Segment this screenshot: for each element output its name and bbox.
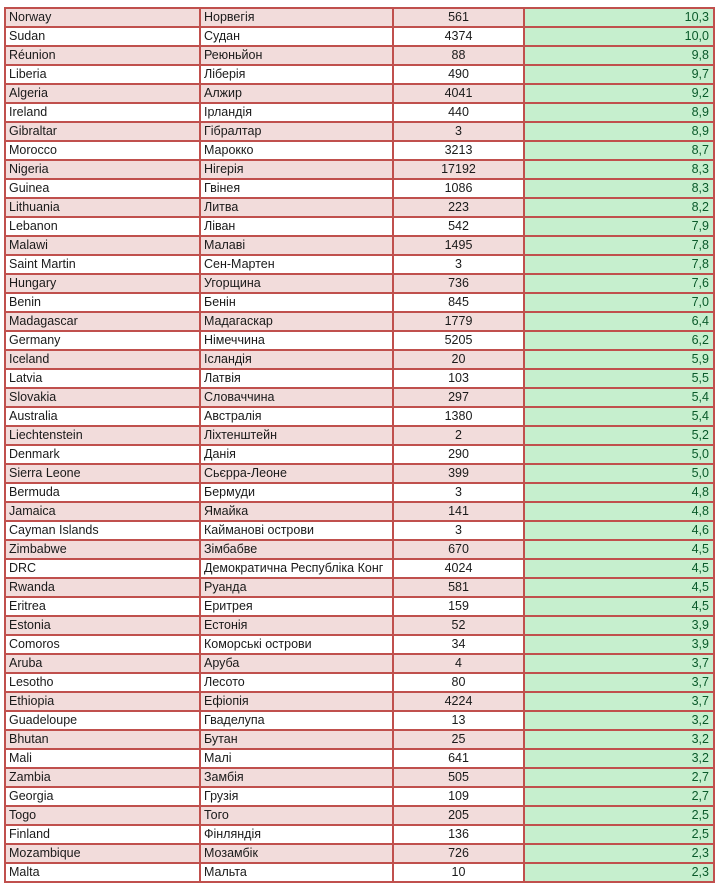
table-row bbox=[5, 768, 714, 787]
country-uk-cell[interactable]: Руанда bbox=[200, 578, 393, 597]
value-cell[interactable]: 4,5 bbox=[524, 578, 714, 597]
table-row bbox=[5, 787, 714, 806]
country-uk-cell[interactable]: Фінляндія bbox=[200, 825, 393, 844]
country-uk-cell[interactable]: Бутан bbox=[200, 730, 393, 749]
country-uk-cell[interactable]: Замбія bbox=[200, 768, 393, 787]
value-cell[interactable]: 4,5 bbox=[524, 559, 714, 578]
value-cell[interactable]: 4,8 bbox=[524, 502, 714, 521]
country-en-cell[interactable]: Togo bbox=[5, 806, 200, 825]
table-row bbox=[5, 274, 714, 293]
country-en-cell[interactable]: Germany bbox=[5, 331, 200, 350]
country-en-cell[interactable]: Ireland bbox=[5, 103, 200, 122]
country-en-cell[interactable]: Bermuda bbox=[5, 483, 200, 502]
count-cell[interactable]: 4 bbox=[393, 654, 524, 673]
table-row bbox=[5, 198, 714, 217]
count-cell[interactable]: 141 bbox=[393, 502, 524, 521]
count-cell[interactable]: 641 bbox=[393, 749, 524, 768]
count-cell[interactable]: 5205 bbox=[393, 331, 524, 350]
count-cell[interactable]: 136 bbox=[393, 825, 524, 844]
table-row bbox=[5, 711, 714, 730]
country-en-cell[interactable]: Liberia bbox=[5, 65, 200, 84]
value-cell[interactable]: 2,3 bbox=[524, 863, 714, 882]
country-uk-cell[interactable]: Німеччина bbox=[200, 331, 393, 350]
table-row bbox=[5, 863, 714, 882]
country-uk-cell[interactable]: Мозамбік bbox=[200, 844, 393, 863]
count-cell[interactable]: 4041 bbox=[393, 84, 524, 103]
country-uk-cell[interactable]: Мальта bbox=[200, 863, 393, 882]
value-cell[interactable]: 6,4 bbox=[524, 312, 714, 331]
value-cell[interactable]: 5,9 bbox=[524, 350, 714, 369]
country-uk-cell[interactable]: Аруба bbox=[200, 654, 393, 673]
value-cell[interactable]: 5,2 bbox=[524, 426, 714, 445]
country-en-cell[interactable]: Morocco bbox=[5, 141, 200, 160]
country-en-cell[interactable]: Malta bbox=[5, 863, 200, 882]
count-cell[interactable]: 80 bbox=[393, 673, 524, 692]
table-body bbox=[5, 8, 714, 882]
table-row bbox=[5, 521, 714, 540]
country-en-cell[interactable]: Latvia bbox=[5, 369, 200, 388]
count-cell[interactable]: 3 bbox=[393, 122, 524, 141]
country-uk-cell[interactable]: Нігерія bbox=[200, 160, 393, 179]
value-cell[interactable]: 7,0 bbox=[524, 293, 714, 312]
country-uk-cell[interactable]: Ліхтенштейн bbox=[200, 426, 393, 445]
country-uk-cell[interactable]: Ірландія bbox=[200, 103, 393, 122]
table-row bbox=[5, 673, 714, 692]
country-en-cell[interactable]: Malawi bbox=[5, 236, 200, 255]
count-cell[interactable]: 205 bbox=[393, 806, 524, 825]
value-cell[interactable]: 3,7 bbox=[524, 654, 714, 673]
country-uk-cell[interactable]: Гвінея bbox=[200, 179, 393, 198]
table-row bbox=[5, 597, 714, 616]
country-uk-cell[interactable]: Ямайка bbox=[200, 502, 393, 521]
value-cell[interactable]: 6,2 bbox=[524, 331, 714, 350]
data-table bbox=[4, 7, 715, 883]
value-cell[interactable]: 7,8 bbox=[524, 255, 714, 274]
country-uk-cell[interactable]: Алжир bbox=[200, 84, 393, 103]
country-uk-cell[interactable]: Того bbox=[200, 806, 393, 825]
country-en-cell[interactable]: Georgia bbox=[5, 787, 200, 806]
country-en-cell[interactable]: Réunion bbox=[5, 46, 200, 65]
value-cell[interactable]: 9,2 bbox=[524, 84, 714, 103]
country-uk-cell[interactable]: Малаві bbox=[200, 236, 393, 255]
table-row bbox=[5, 331, 714, 350]
table-row bbox=[5, 369, 714, 388]
country-uk-cell[interactable]: Норвегія bbox=[200, 8, 393, 27]
country-en-cell[interactable]: Estonia bbox=[5, 616, 200, 635]
country-en-cell[interactable]: Guadeloupe bbox=[5, 711, 200, 730]
table-row bbox=[5, 825, 714, 844]
country-en-cell[interactable]: Denmark bbox=[5, 445, 200, 464]
value-cell[interactable]: 2,7 bbox=[524, 787, 714, 806]
country-en-cell[interactable]: Lithuania bbox=[5, 198, 200, 217]
table-row bbox=[5, 27, 714, 46]
value-cell[interactable]: 9,7 bbox=[524, 65, 714, 84]
table-row bbox=[5, 8, 714, 27]
count-cell[interactable]: 13 bbox=[393, 711, 524, 730]
country-en-cell[interactable]: Mali bbox=[5, 749, 200, 768]
country-uk-cell[interactable]: Еритрея bbox=[200, 597, 393, 616]
country-en-cell[interactable]: Slovakia bbox=[5, 388, 200, 407]
value-cell[interactable]: 2,7 bbox=[524, 768, 714, 787]
count-cell[interactable]: 581 bbox=[393, 578, 524, 597]
table-row bbox=[5, 445, 714, 464]
count-cell[interactable]: 223 bbox=[393, 198, 524, 217]
country-uk-cell[interactable]: Данія bbox=[200, 445, 393, 464]
table-row bbox=[5, 426, 714, 445]
value-cell[interactable]: 8,3 bbox=[524, 179, 714, 198]
country-uk-cell[interactable]: Гваделупа bbox=[200, 711, 393, 730]
value-cell[interactable]: 8,7 bbox=[524, 141, 714, 160]
count-cell[interactable]: 505 bbox=[393, 768, 524, 787]
count-cell[interactable]: 3 bbox=[393, 521, 524, 540]
country-en-cell[interactable]: Norway bbox=[5, 8, 200, 27]
count-cell[interactable]: 440 bbox=[393, 103, 524, 122]
count-cell[interactable]: 1380 bbox=[393, 407, 524, 426]
value-cell[interactable]: 2,5 bbox=[524, 825, 714, 844]
spreadsheet bbox=[4, 7, 713, 883]
table-row bbox=[5, 350, 714, 369]
country-en-cell[interactable]: Lebanon bbox=[5, 217, 200, 236]
table-row bbox=[5, 122, 714, 141]
country-en-cell[interactable]: Cayman Islands bbox=[5, 521, 200, 540]
country-en-cell[interactable]: Bhutan bbox=[5, 730, 200, 749]
country-uk-cell[interactable]: Австралія bbox=[200, 407, 393, 426]
value-cell[interactable]: 7,6 bbox=[524, 274, 714, 293]
value-cell[interactable]: 10,0 bbox=[524, 27, 714, 46]
country-uk-cell[interactable]: Литва bbox=[200, 198, 393, 217]
value-cell[interactable]: 3,9 bbox=[524, 635, 714, 654]
country-en-cell[interactable]: Gibraltar bbox=[5, 122, 200, 141]
country-uk-cell[interactable]: Судан bbox=[200, 27, 393, 46]
count-cell[interactable]: 103 bbox=[393, 369, 524, 388]
count-cell[interactable]: 52 bbox=[393, 616, 524, 635]
value-cell[interactable]: 3,2 bbox=[524, 711, 714, 730]
value-cell[interactable]: 7,9 bbox=[524, 217, 714, 236]
count-cell[interactable]: 17192 bbox=[393, 160, 524, 179]
count-cell[interactable]: 490 bbox=[393, 65, 524, 84]
count-cell[interactable]: 736 bbox=[393, 274, 524, 293]
country-en-cell[interactable]: Eritrea bbox=[5, 597, 200, 616]
country-en-cell[interactable]: Lesotho bbox=[5, 673, 200, 692]
value-cell[interactable]: 2,5 bbox=[524, 806, 714, 825]
table-row bbox=[5, 464, 714, 483]
country-uk-cell[interactable]: Естонія bbox=[200, 616, 393, 635]
count-cell[interactable]: 290 bbox=[393, 445, 524, 464]
table-row bbox=[5, 160, 714, 179]
value-cell[interactable]: 7,8 bbox=[524, 236, 714, 255]
country-en-cell[interactable]: Benin bbox=[5, 293, 200, 312]
country-en-cell[interactable]: Saint Martin bbox=[5, 255, 200, 274]
country-en-cell[interactable]: Zambia bbox=[5, 768, 200, 787]
country-uk-cell[interactable]: Зімбабве bbox=[200, 540, 393, 559]
value-cell[interactable]: 8,9 bbox=[524, 103, 714, 122]
country-uk-cell[interactable]: Кайманові острови bbox=[200, 521, 393, 540]
value-cell[interactable]: 5,4 bbox=[524, 407, 714, 426]
table-row bbox=[5, 730, 714, 749]
country-en-cell[interactable]: Madagascar bbox=[5, 312, 200, 331]
value-cell[interactable]: 3,2 bbox=[524, 730, 714, 749]
count-cell[interactable]: 670 bbox=[393, 540, 524, 559]
country-uk-cell[interactable]: Ісландія bbox=[200, 350, 393, 369]
value-cell[interactable]: 3,9 bbox=[524, 616, 714, 635]
country-en-cell[interactable]: Iceland bbox=[5, 350, 200, 369]
country-uk-cell[interactable]: Сен-Мартен bbox=[200, 255, 393, 274]
count-cell[interactable]: 10 bbox=[393, 863, 524, 882]
country-uk-cell[interactable]: Ефіопія bbox=[200, 692, 393, 711]
table-row bbox=[5, 806, 714, 825]
country-uk-cell[interactable]: Лесото bbox=[200, 673, 393, 692]
value-cell[interactable]: 5,0 bbox=[524, 445, 714, 464]
table-row bbox=[5, 578, 714, 597]
value-cell[interactable]: 5,4 bbox=[524, 388, 714, 407]
table-row bbox=[5, 616, 714, 635]
value-cell[interactable]: 8,2 bbox=[524, 198, 714, 217]
table-row bbox=[5, 502, 714, 521]
count-cell[interactable]: 88 bbox=[393, 46, 524, 65]
country-en-cell[interactable]: Rwanda bbox=[5, 578, 200, 597]
country-en-cell[interactable]: Liechtenstein bbox=[5, 426, 200, 445]
country-uk-cell[interactable]: Коморські острови bbox=[200, 635, 393, 654]
count-cell[interactable]: 109 bbox=[393, 787, 524, 806]
table-row bbox=[5, 255, 714, 274]
value-cell[interactable]: 4,6 bbox=[524, 521, 714, 540]
country-en-cell[interactable]: Australia bbox=[5, 407, 200, 426]
table-row bbox=[5, 141, 714, 160]
country-en-cell[interactable]: Ethiopia bbox=[5, 692, 200, 711]
table-row bbox=[5, 483, 714, 502]
country-uk-cell[interactable]: Демократична Республіка Конг bbox=[200, 559, 393, 578]
country-uk-cell[interactable]: Марокко bbox=[200, 141, 393, 160]
value-cell[interactable]: 3,7 bbox=[524, 692, 714, 711]
country-uk-cell[interactable]: Словаччина bbox=[200, 388, 393, 407]
count-cell[interactable]: 2 bbox=[393, 426, 524, 445]
country-uk-cell[interactable]: Гібралтар bbox=[200, 122, 393, 141]
count-cell[interactable]: 3 bbox=[393, 483, 524, 502]
country-uk-cell[interactable]: Грузія bbox=[200, 787, 393, 806]
table-row bbox=[5, 103, 714, 122]
country-en-cell[interactable]: Algeria bbox=[5, 84, 200, 103]
count-cell[interactable]: 20 bbox=[393, 350, 524, 369]
country-en-cell[interactable]: Zimbabwe bbox=[5, 540, 200, 559]
table-row bbox=[5, 749, 714, 768]
count-cell[interactable]: 159 bbox=[393, 597, 524, 616]
count-cell[interactable]: 1086 bbox=[393, 179, 524, 198]
table-row bbox=[5, 844, 714, 863]
country-en-cell[interactable]: Mozambique bbox=[5, 844, 200, 863]
country-uk-cell[interactable]: Латвія bbox=[200, 369, 393, 388]
count-cell[interactable]: 297 bbox=[393, 388, 524, 407]
count-cell[interactable]: 34 bbox=[393, 635, 524, 654]
count-cell[interactable]: 3 bbox=[393, 255, 524, 274]
value-cell[interactable]: 8,3 bbox=[524, 160, 714, 179]
table-row bbox=[5, 65, 714, 84]
value-cell[interactable]: 2,3 bbox=[524, 844, 714, 863]
table-row bbox=[5, 388, 714, 407]
count-cell[interactable]: 726 bbox=[393, 844, 524, 863]
country-uk-cell[interactable]: Малі bbox=[200, 749, 393, 768]
country-en-cell[interactable]: Sierra Leone bbox=[5, 464, 200, 483]
count-cell[interactable]: 4224 bbox=[393, 692, 524, 711]
table-row bbox=[5, 407, 714, 426]
table-row bbox=[5, 293, 714, 312]
value-cell[interactable]: 10,3 bbox=[524, 8, 714, 27]
value-cell[interactable]: 4,5 bbox=[524, 597, 714, 616]
value-cell[interactable]: 9,8 bbox=[524, 46, 714, 65]
country-en-cell[interactable]: Finland bbox=[5, 825, 200, 844]
table-row bbox=[5, 559, 714, 578]
count-cell[interactable]: 25 bbox=[393, 730, 524, 749]
count-cell[interactable]: 3213 bbox=[393, 141, 524, 160]
country-en-cell[interactable]: Aruba bbox=[5, 654, 200, 673]
table-row bbox=[5, 692, 714, 711]
value-cell[interactable]: 8,9 bbox=[524, 122, 714, 141]
table-row bbox=[5, 654, 714, 673]
table-row bbox=[5, 179, 714, 198]
country-en-cell[interactable]: DRC bbox=[5, 559, 200, 578]
table-row bbox=[5, 635, 714, 654]
table-row bbox=[5, 540, 714, 559]
value-cell[interactable]: 4,8 bbox=[524, 483, 714, 502]
count-cell[interactable]: 542 bbox=[393, 217, 524, 236]
table-row bbox=[5, 217, 714, 236]
country-uk-cell[interactable]: Угорщина bbox=[200, 274, 393, 293]
count-cell[interactable]: 845 bbox=[393, 293, 524, 312]
count-cell[interactable]: 399 bbox=[393, 464, 524, 483]
country-uk-cell[interactable]: Ліберія bbox=[200, 65, 393, 84]
table-row bbox=[5, 236, 714, 255]
value-cell[interactable]: 5,5 bbox=[524, 369, 714, 388]
count-cell[interactable]: 1779 bbox=[393, 312, 524, 331]
table-row bbox=[5, 84, 714, 103]
table-row bbox=[5, 312, 714, 331]
count-cell[interactable]: 4374 bbox=[393, 27, 524, 46]
country-uk-cell[interactable]: Сьєрра-Леоне bbox=[200, 464, 393, 483]
value-cell[interactable]: 3,2 bbox=[524, 749, 714, 768]
value-cell[interactable]: 5,0 bbox=[524, 464, 714, 483]
count-cell[interactable]: 4024 bbox=[393, 559, 524, 578]
table-row bbox=[5, 46, 714, 65]
country-uk-cell[interactable]: Ліван bbox=[200, 217, 393, 236]
count-cell[interactable]: 1495 bbox=[393, 236, 524, 255]
country-uk-cell[interactable]: Бермуди bbox=[200, 483, 393, 502]
country-en-cell[interactable]: Jamaica bbox=[5, 502, 200, 521]
country-en-cell[interactable]: Sudan bbox=[5, 27, 200, 46]
country-en-cell[interactable]: Hungary bbox=[5, 274, 200, 293]
country-en-cell[interactable]: Guinea bbox=[5, 179, 200, 198]
value-cell[interactable]: 3,7 bbox=[524, 673, 714, 692]
country-en-cell[interactable]: Comoros bbox=[5, 635, 200, 654]
country-uk-cell[interactable]: Мадагаскар bbox=[200, 312, 393, 331]
country-uk-cell[interactable]: Бенін bbox=[200, 293, 393, 312]
country-uk-cell[interactable]: Реюньйон bbox=[200, 46, 393, 65]
value-cell[interactable]: 4,5 bbox=[524, 540, 714, 559]
count-cell[interactable]: 561 bbox=[393, 8, 524, 27]
country-en-cell[interactable]: Nigeria bbox=[5, 160, 200, 179]
